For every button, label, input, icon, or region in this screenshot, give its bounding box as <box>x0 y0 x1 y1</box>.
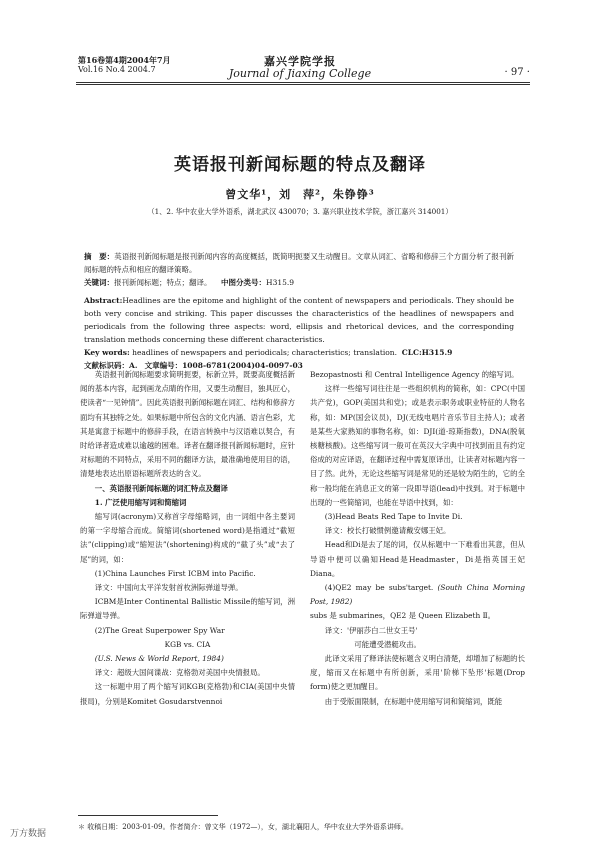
keywords-cn-label: 关键词： <box>84 278 114 287</box>
volume-cn: 第16卷第4期2004年7月 <box>78 55 171 65</box>
body-paragraph: 这一标题中用了两个缩写词KGB(克格勃)和CIA(美国中央情报局)，分别是Komitet Gosudarstvennoi <box>80 682 295 706</box>
header-rule-2 <box>76 84 530 85</box>
example-source: (U.S. News & World Report, 1984) <box>94 654 224 664</box>
paper-authors: 曾文华¹，刘 萍²，朱铮铮³ <box>225 188 375 201</box>
example-translation: 译文：超级大国间谍战：克格勃对美国中央情报局。 <box>94 668 265 678</box>
footnote-rule <box>78 815 218 816</box>
article-number: 文章编号：1008-6781(2004)04-0097-03 <box>144 361 303 370</box>
example-translation: 译文：'伊丽莎白二世女王号' <box>324 625 418 635</box>
keywords-en-text: headlines of newspapers and periodicals; characteristics; translation. <box>132 348 397 357</box>
abstract-cn <box>84 250 514 289</box>
abstract-cn-text: 英语报刊新闻标题是报刊新闻内容的高度概括，既简明扼要又生动醒目。文章从词汇、省略和修辞三个方面分析了报刊新闻标题的特点和相应的翻译策略。 <box>84 252 515 274</box>
example-translation: 译文：校长打破惯例邀请戴安娜王妃。 <box>324 526 451 536</box>
subsection-heading: 1. 广泛使用缩写词和简缩词 <box>94 497 187 507</box>
clc-en: CLC:H315.9 <box>401 348 453 357</box>
keywords-en-label: Key words: <box>84 348 130 357</box>
example-sentence: KGB vs. CIA <box>164 639 211 649</box>
journal-title-cn: 嘉兴学院学报 <box>264 55 336 68</box>
body-paragraph: Bezopastnosti 和 Central Intelligence Agency 的缩写词。 <box>310 370 519 379</box>
journal-title-en: Journal of Jiaxing College <box>228 67 372 80</box>
example-sentence <box>310 581 525 609</box>
left-column <box>80 368 295 709</box>
body-paragraph: 这样一些缩写词往往是一些组织机构的简称，如：CPC(中国共产党)，GOP(美国共和党)；或是表示职务或职业特征的人物名称，如：MP(国会议员)，DJ(无线电唱片音乐节目主持人)；或者是某些大家熟知的事物名称，如：DJI(道·琼斯指数)，DNA(脱氧核糖核酸)。这些缩写词一般可在英汉大字典中可找到而且有约定俗成的对应译语，在翻译过程中需复原译出，让读者对标题内容一目了然。此外，无论这些缩写词是常见的还是较为陌生的，它的全称一般均能在消息正文的第一段即导语(lead)中找到。对于标题中出现的一些简缩词，也能在导语中找到，如： <box>310 384 525 507</box>
example-translation: 译文：中国向太平洋发射首枚洲际弹道导弹。 <box>94 583 243 593</box>
example-source: (South China Morning Post, 1982) <box>310 583 526 607</box>
body-paragraph: Head和Di是去了尾的词，仅从标题中一下难看出其意，但从导语中便可以确知Head是Headmaster，Di是指英国王妃Diana。 <box>310 540 525 578</box>
clc-cn-label: 中图分类号： <box>221 278 267 287</box>
section-heading: 一、英语报刊新闻标题的词汇特点及翻译 <box>94 483 228 493</box>
header-rule <box>76 82 530 83</box>
body-paragraph: 缩写词(acronym)又称首字母缩略词，由一词组中各主要词的第一字母缩合而成。简缩词(shortened word)是指通过“截短法”(clipping)或“缩短法”(shortening)构成的“截了头”或“去了尾”的词，如： <box>80 512 295 564</box>
page-number: · 97 · <box>504 67 530 78</box>
example-sentence: (1)China Launches First ICBM into Pacific. <box>94 568 256 578</box>
right-column <box>310 368 525 709</box>
watermark: 万方数据 <box>10 829 47 839</box>
example-note: subs 是 submarines，QE2 是 Queen Elizabeth Ⅱ。 <box>310 611 496 621</box>
abstract-en-label: Abstract: <box>84 296 123 305</box>
clc-cn-value: H315.9 <box>266 278 295 287</box>
keywords-cn-text: 报刊新闻标题；特点；翻译。 <box>114 278 212 287</box>
body-paragraph: 由于受版面限制，在标题中使用缩写词和简缩词，既能 <box>324 696 503 706</box>
abstract-en <box>84 294 514 372</box>
abstract-en-text: Headlines are the epitome and highlight of the content of newspapers and periodicals. They should be both very concise and striking. This paper discusses the characteristics of the headlines of newspapers and periodicals from the following three aspects: word, ellipsis and rhetorical devices, and the corresponding translation methods concerning these different characteristics. <box>84 296 514 344</box>
example-translation: 可能遭受潜艇攻击。 <box>354 639 421 649</box>
example-text: (4)QE2 may be subs'target. <box>324 583 434 593</box>
body-paragraph: 英语报刊新闻标题要求简明扼要，标新立异，既要高度概括新闻的基本内容，起到画龙点睛的作用，又要生动醒目，独具匠心，使读者“一见钟情”。因此英语报刊新闻标题在词汇、结构和修辞方面均有其独特之处。如果标题中所包含的文化内涵、语言色彩，尤其是寓意于标题中的修辞手段，在语言转换中与汉语难以契合，有时给译者造成难以逾越的困难。译者在翻译报刊新闻标题时，应针对标题的不同特点，采用不同的翻译方法，最准确地使用目的语，清楚地表达出原语标题所表达的含义。 <box>80 370 295 479</box>
document-code: 文献标识码：A. <box>84 361 138 370</box>
volume-en: Vol.16 No.4 2004.7 <box>78 65 156 74</box>
footnote: ＊ 收稿日期：2003-01-09。作者简介：曾文华（1972—），女，湖北襄阳人，华中农业大学外语系讲师。 <box>78 823 408 831</box>
example-sentence: (3)Head Beats Red Tape to Invite Di. <box>324 512 463 522</box>
abstract-cn-label: 摘 要： <box>84 252 115 261</box>
example-note: ICBM是Inter Continental Ballistic Missile的缩写词，洲际弹道导弹。 <box>80 597 295 621</box>
example-sentence: (2)The Great Superpower Spy War <box>94 625 225 635</box>
body-paragraph: 此译文采用了释译法使标题含义明白清楚，却增加了标题的长度，缩而又在标题中有所创新，采用'阶梯下坠形'标题(Drop form)使之更加醒目。 <box>310 654 525 692</box>
paper-title: 英语报刊新闻标题的特点及翻译 <box>174 155 426 175</box>
author-affiliation: （1、2. 华中农业大学外语系，湖北武汉 430070；3. 嘉兴职业技术学院，浙江嘉兴 314001） <box>147 207 453 216</box>
